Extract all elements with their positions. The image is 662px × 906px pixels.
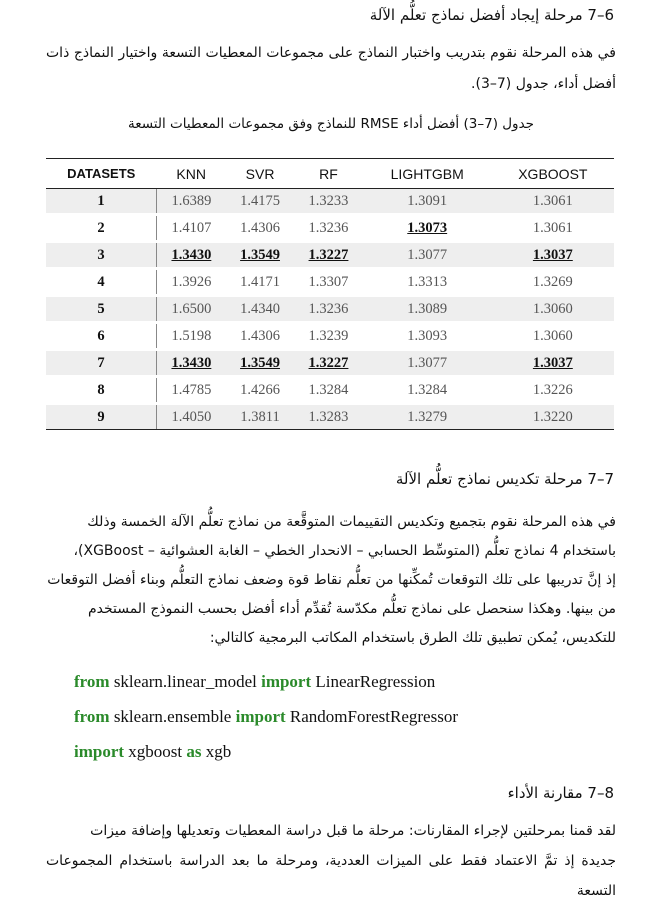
dataset-id-cell: 7 — [46, 350, 157, 377]
header-datasets: DATASETS — [46, 159, 157, 189]
table-row — [46, 404, 614, 430]
stacking-line: باستخدام 4 نماذج تعلُّم (المتوسِّط الحسابي – الانحدار الخطي – الغابة العشوائية – XGBoost)، — [73, 543, 616, 559]
section-paragraph-stacking — [46, 508, 616, 653]
header-rf: RF — [294, 159, 362, 189]
code-module: xgboost — [124, 742, 187, 761]
rmse-value-cell: 1.4785 — [157, 377, 226, 404]
stacking-line: في هذه المرحلة نقوم بتجميع وتكديس التقييمات المتوقَّعة من نماذج تعلُّم الآلة الخمسة وذلك — [87, 514, 616, 530]
rmse-value-cell: 1.3549 — [226, 242, 294, 269]
rmse-value-cell: 1.3060 — [492, 323, 614, 350]
dataset-id-cell: 2 — [46, 215, 157, 242]
rmse-value-cell: 1.4340 — [226, 296, 294, 323]
rmse-value-cell: 1.3077 — [363, 350, 492, 377]
code-line-1 — [74, 672, 435, 692]
rmse-value-cell: 1.3089 — [363, 296, 492, 323]
rmse-value-cell: 1.3283 — [294, 404, 362, 430]
header-svr: SVR — [226, 159, 294, 189]
table-row — [46, 296, 614, 323]
code-keyword: as — [186, 742, 202, 761]
table-row — [46, 269, 614, 296]
code-line-2 — [74, 707, 458, 727]
stacking-line: للتكديس، يُمكن تطبيق تلك الطرق باستخدام المكاتب البرمجية كالتالي: — [209, 630, 616, 646]
rmse-value-cell: 1.3284 — [363, 377, 492, 404]
code-module: sklearn.linear_model — [109, 672, 262, 691]
rmse-value-cell: 1.4266 — [226, 377, 294, 404]
rmse-value-cell: 1.3060 — [492, 296, 614, 323]
comparison-line: جديدة إذ تمَّ الاعتماد فقط على الميزات العددية، ومرحلة ما بعد الدراسة باستخدام المجموعات التسعة — [46, 853, 616, 899]
header-knn: KNN — [157, 159, 226, 189]
rmse-value-cell: 1.3279 — [363, 404, 492, 430]
rmse-value-cell: 1.3227 — [294, 350, 362, 377]
table-row — [46, 323, 614, 350]
code-line-3 — [74, 742, 231, 762]
dataset-id-cell: 6 — [46, 323, 157, 350]
table-body — [46, 189, 614, 430]
header-xgboost: XGBOOST — [492, 159, 614, 189]
rmse-value-cell: 1.3073 — [363, 215, 492, 242]
rmse-value-cell: 1.3313 — [363, 269, 492, 296]
code-keyword: from — [74, 707, 110, 726]
rmse-value-cell: 1.3926 — [157, 269, 226, 296]
dataset-id-cell: 5 — [46, 296, 157, 323]
dataset-id-cell: 3 — [46, 242, 157, 269]
code-module: sklearn.ensemble — [109, 707, 236, 726]
header-lightgbm: LIGHTGBM — [363, 159, 492, 189]
code-keyword: import — [235, 707, 286, 726]
code-keyword: import — [74, 742, 125, 761]
rmse-value-cell: 1.3061 — [492, 215, 614, 242]
table-row — [46, 350, 614, 377]
stacking-line: من بينها. وهكذا سنحصل على نماذج تعلُّم مكدّسة تُقدِّم أداء أفضل بحسب النموذج المستخدم — [87, 601, 616, 617]
code-symbol: xgb — [201, 742, 232, 761]
rmse-value-cell: 1.3091 — [363, 189, 492, 215]
table-row — [46, 377, 614, 404]
code-symbol: RandomForestRegressor — [285, 707, 458, 726]
rmse-value-cell: 1.3037 — [492, 242, 614, 269]
section-heading-comparison: 8–7 مقارنة الأداء — [507, 784, 614, 802]
rmse-value-cell: 1.3430 — [157, 350, 226, 377]
rmse-value-cell: 1.4175 — [226, 189, 294, 215]
rmse-value-cell: 1.3233 — [294, 189, 362, 215]
code-symbol: LinearRegression — [311, 672, 436, 691]
rmse-value-cell: 1.6389 — [157, 189, 226, 215]
rmse-value-cell: 1.5198 — [157, 323, 226, 350]
rmse-value-cell: 1.3239 — [294, 323, 362, 350]
rmse-value-cell: 1.3037 — [492, 350, 614, 377]
code-keyword: import — [261, 672, 312, 691]
table-row — [46, 242, 614, 269]
table-row — [46, 215, 614, 242]
rmse-value-cell: 1.3077 — [363, 242, 492, 269]
rmse-value-cell: 1.3307 — [294, 269, 362, 296]
rmse-value-cell: 1.3549 — [226, 350, 294, 377]
rmse-results-table — [46, 158, 614, 430]
rmse-value-cell: 1.3236 — [294, 296, 362, 323]
rmse-value-cell: 1.3269 — [492, 269, 614, 296]
rmse-value-cell: 1.3061 — [492, 189, 614, 215]
comparison-line: لقد قمنا بمرحلتين لإجراء المقارنات: مرحلة ما قبل دراسة المعطيات وتعديلها وإضافة ميزات — [90, 823, 616, 839]
table-caption: جدول (7–3) أفضل أداء RMSE للنماذج وفق مجموعات المعطيات التسعة — [127, 116, 535, 132]
rmse-value-cell: 1.3226 — [492, 377, 614, 404]
section-paragraph-comparison — [46, 816, 616, 906]
table-header-row — [46, 159, 614, 189]
rmse-value-cell: 1.3236 — [294, 215, 362, 242]
rmse-value-cell: 1.3284 — [294, 377, 362, 404]
stacking-line: إذ إنَّ تدريبها على تلك التوقعات تُمكِّنها من تعلُّم نقاط قوة وضعف نماذج التعلُّم وبناء أفضل التوقعات — [47, 572, 616, 588]
rmse-value-cell: 1.3811 — [226, 404, 294, 430]
rmse-value-cell: 1.6500 — [157, 296, 226, 323]
dataset-id-cell: 1 — [46, 189, 157, 215]
rmse-value-cell: 1.4107 — [157, 215, 226, 242]
section-heading-stacking: 7–7 مرحلة تكديس نماذج تعلُّم الآلة — [395, 470, 614, 488]
section-paragraph-model-selection: في هذه المرحلة نقوم بتدريب واختبار النماذج على مجموعات المعطيات التسعة واختيار النماذج ذات أفضل أداء، جدول (7–3). — [46, 45, 616, 92]
rmse-value-cell: 1.3220 — [492, 404, 614, 430]
rmse-value-cell: 1.3093 — [363, 323, 492, 350]
rmse-value-cell: 1.3430 — [157, 242, 226, 269]
code-keyword: from — [74, 672, 110, 691]
rmse-value-cell: 1.4306 — [226, 323, 294, 350]
rmse-value-cell: 1.4171 — [226, 269, 294, 296]
rmse-value-cell: 1.4306 — [226, 215, 294, 242]
dataset-id-cell: 9 — [46, 404, 157, 430]
rmse-value-cell: 1.4050 — [157, 404, 226, 430]
dataset-id-cell: 4 — [46, 269, 157, 296]
table-row — [46, 189, 614, 215]
rmse-value-cell: 1.3227 — [294, 242, 362, 269]
dataset-id-cell: 8 — [46, 377, 157, 404]
section-heading-model-selection: 6–7 مرحلة إيجاد أفضل نماذج تعلُّم الآلة — [369, 6, 614, 24]
